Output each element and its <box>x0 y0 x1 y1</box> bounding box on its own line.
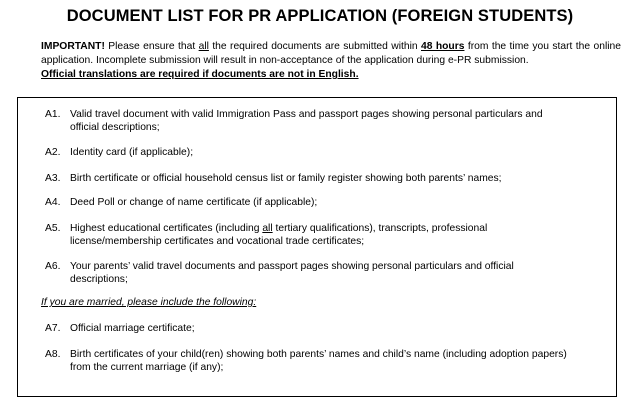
item-text: Deed Poll or change of name certificate (if applicable); <box>70 197 318 208</box>
item-text-continued: license/membership certificates and vocational trade certificates; <box>70 235 365 247</box>
item-text-a: Highest educational certificates (including <box>70 223 263 234</box>
notice-all-word: all <box>198 41 209 52</box>
document-list-box <box>17 97 617 397</box>
item-text: Identity card (if applicable); <box>70 147 194 158</box>
list-item <box>45 147 193 160</box>
item-text-continued: official descriptions; <box>70 121 160 133</box>
list-item <box>45 109 543 134</box>
item-number: A6. <box>45 261 61 272</box>
list-item <box>45 223 487 248</box>
item-number: A7. <box>45 323 61 334</box>
item-text: Official marriage certificate; <box>70 323 195 334</box>
item-number: A1. <box>45 109 61 120</box>
important-notice <box>41 40 621 82</box>
important-label: IMPORTANT! <box>41 41 105 52</box>
item-text-continued: from the current marriage (if any); <box>70 361 224 373</box>
translation-note: Official translations are required if documents are not in English. <box>41 69 359 80</box>
page-title: DOCUMENT LIST FOR PR APPLICATION (FOREIGN STUDENTS) <box>66 7 574 25</box>
notice-text-2: the required documents are submitted within <box>208 41 421 52</box>
notice-hours: 48 hours <box>421 41 465 52</box>
list-item <box>45 349 567 374</box>
item-text-all: all <box>262 223 273 234</box>
item-number: A2. <box>45 147 61 158</box>
item-text: Birth certificates of your child(ren) showing both parents’ names and child’s name (including adoption papers) <box>70 349 567 360</box>
item-text-c: tertiary qualifications), transcripts, professional <box>272 223 488 234</box>
notice-text-3: from the time you start the online application. Incomplete submission will result in non-acceptance of the application during e-PR submission. <box>41 41 621 66</box>
list-item <box>45 261 514 286</box>
item-text: Birth certificate or official household census list or family register showing both parents’ names; <box>70 173 502 184</box>
item-number: A8. <box>45 349 61 360</box>
list-item <box>45 323 195 336</box>
item-text: Your parents’ valid travel documents and passport pages showing personal particulars and official <box>70 261 514 272</box>
list-item <box>45 197 317 210</box>
item-number: A5. <box>45 223 61 234</box>
item-text: Valid travel document with valid Immigration Pass and passport pages showing personal particulars and <box>70 109 543 120</box>
item-number: A3. <box>45 173 61 184</box>
item-text-continued: descriptions; <box>70 273 128 285</box>
married-note: If you are married, please include the following: <box>41 297 257 308</box>
item-number: A4. <box>45 197 61 208</box>
list-item <box>45 173 502 186</box>
notice-text-1: Please ensure that <box>104 41 199 52</box>
